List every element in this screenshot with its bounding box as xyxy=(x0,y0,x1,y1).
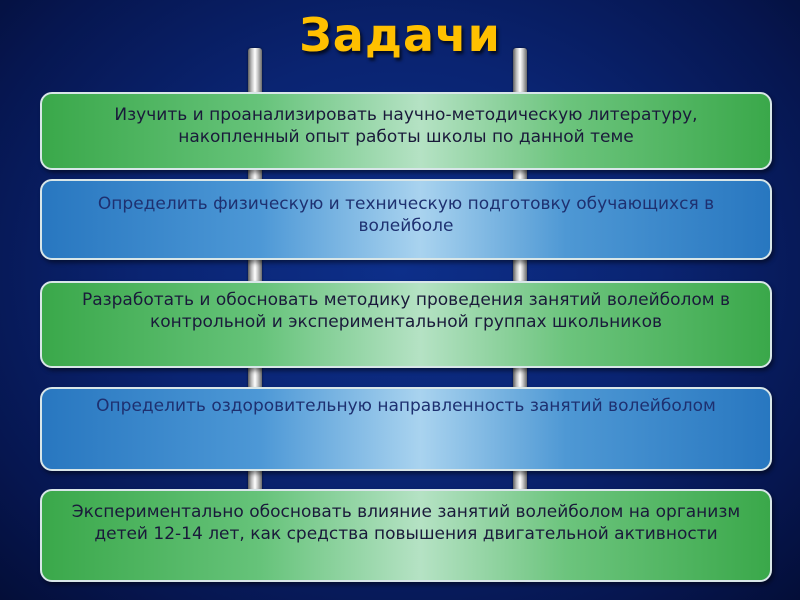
task-box-2 xyxy=(40,179,772,260)
task-text-4: Определить оздоровительную направленность занятий волейболом xyxy=(96,396,716,416)
task-text-5: Экспериментально обосновать влияние занятий волейболом на организм детей 12-14 лет, как средства повышения двигательной активности xyxy=(71,502,741,544)
task-box-3 xyxy=(40,281,772,368)
task-text-3: Разработать и обосновать методику проведения занятий волейболом в контрольной и экспериментальной группах школьников xyxy=(81,290,731,332)
task-box-1 xyxy=(40,92,772,170)
task-text-1: Изучить и проанализировать научно-методическую литературу, накопленный опыт работы школы по данной теме xyxy=(114,105,698,147)
slide-title: Задачи xyxy=(299,8,501,62)
task-box-4 xyxy=(40,387,772,471)
task-text-2: Определить физическую и техническую подготовку обучающихся в волейболе xyxy=(97,194,715,236)
task-box-5 xyxy=(40,489,772,582)
